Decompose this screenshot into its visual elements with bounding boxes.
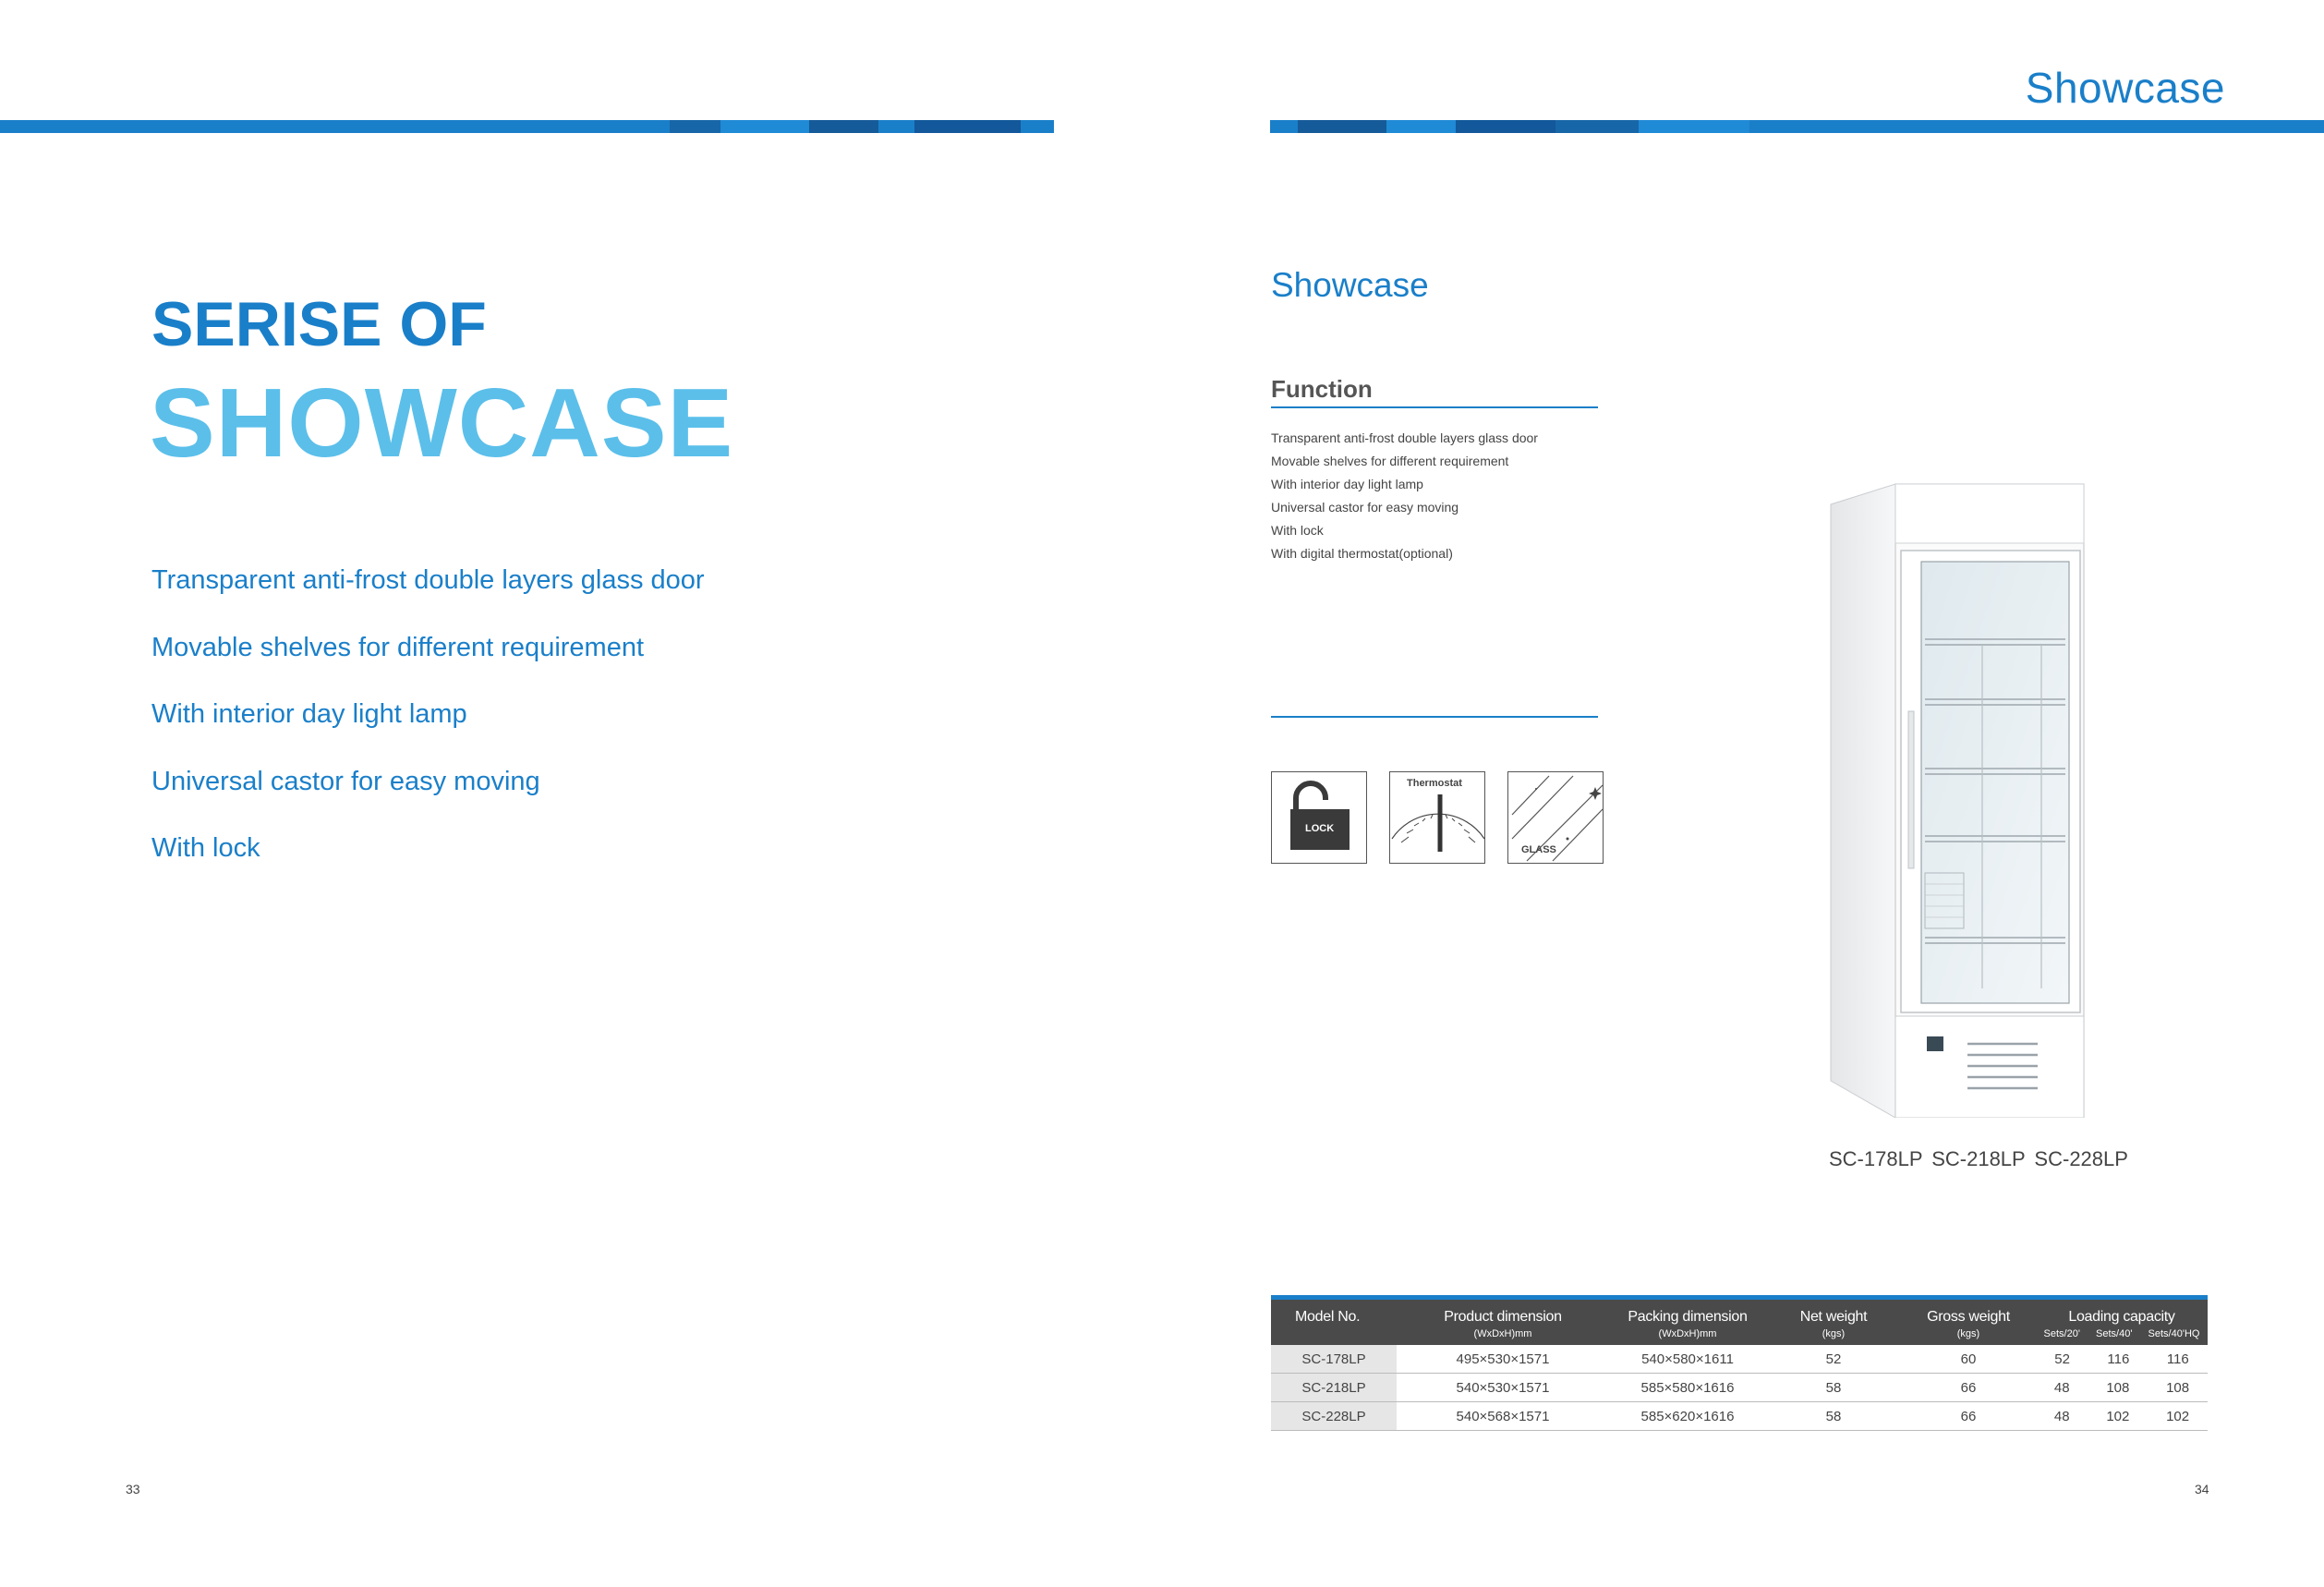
col-net-weight: Net weight (kgs) (1799, 1309, 1868, 1339)
function-item: Movable shelves for different requirement (1271, 454, 1509, 468)
spec-table (1271, 1295, 2208, 1431)
function-item: Transparent anti-frost double layers glass door (1271, 430, 1538, 445)
col-gross-weight: Gross weight (kgs) (1927, 1309, 2010, 1339)
feature-item: With interior day light lamp (151, 699, 467, 729)
model-caption: SC-178LP SC-218LP SC-228LP (1829, 1147, 2128, 1170)
table-row: SC-218LP 540×530×1571 585×580×1616 58 66 48 108 108 (1271, 1374, 2208, 1402)
function-list (1271, 430, 1538, 569)
feature-item: Universal castor for easy moving (151, 766, 540, 796)
table-header-row (1271, 1298, 2208, 1346)
glass-icon (1507, 771, 1604, 864)
thermostat-icon (1389, 771, 1485, 864)
table-row: SC-178LP 495×530×1571 540×580×1611 52 60 52 116 116 (1271, 1345, 2208, 1374)
function-item: With digital thermostat(optional) (1271, 546, 1453, 561)
header-stripe-left (0, 120, 1054, 133)
section-title: Showcase (1271, 266, 1429, 304)
feature-item: Transparent anti-frost double layers glass door (151, 565, 705, 595)
header-stripe-right (1270, 120, 2324, 133)
function-underline (1271, 406, 1598, 408)
header-title: Showcase (2025, 64, 2225, 112)
lock-icon (1271, 771, 1367, 864)
lock-icon-label: LOCK (1305, 823, 1335, 834)
feature-item: With lock (151, 833, 260, 863)
col-loading-capacity: Loading capacity Sets/20' Sets/40' Sets/40'HQ (2043, 1309, 2200, 1339)
function-heading: Function (1271, 375, 1373, 403)
series-title-line1: SERISE OF (151, 289, 487, 359)
function-item: Universal castor for easy moving (1271, 500, 1459, 515)
table-row: SC-228LP 540×568×1571 585×620×1616 58 66 48 102 102 (1271, 1402, 2208, 1431)
page-number-left: 33 (126, 1482, 140, 1496)
function-item: With lock (1271, 523, 1324, 538)
glass-icon-label: GLASS (1521, 844, 1556, 855)
function-item: With interior day light lamp (1271, 477, 1423, 491)
series-title-line2: SHOWCASE (150, 369, 734, 478)
thermostat-icon-label: Thermostat (1407, 778, 1462, 789)
feature-list (151, 565, 705, 901)
function-divider (1271, 716, 1598, 718)
col-product-dimension: Product dimension (WxDxH)mm (1444, 1309, 1562, 1339)
col-packing-dimension: Packing dimension (WxDxH)mm (1628, 1309, 1748, 1339)
showcase-fridge-image (1820, 480, 2097, 1118)
feature-item: Movable shelves for different requirement (151, 632, 645, 662)
col-model: Model No. (1295, 1309, 1361, 1325)
page-number-right: 34 (2195, 1482, 2209, 1496)
